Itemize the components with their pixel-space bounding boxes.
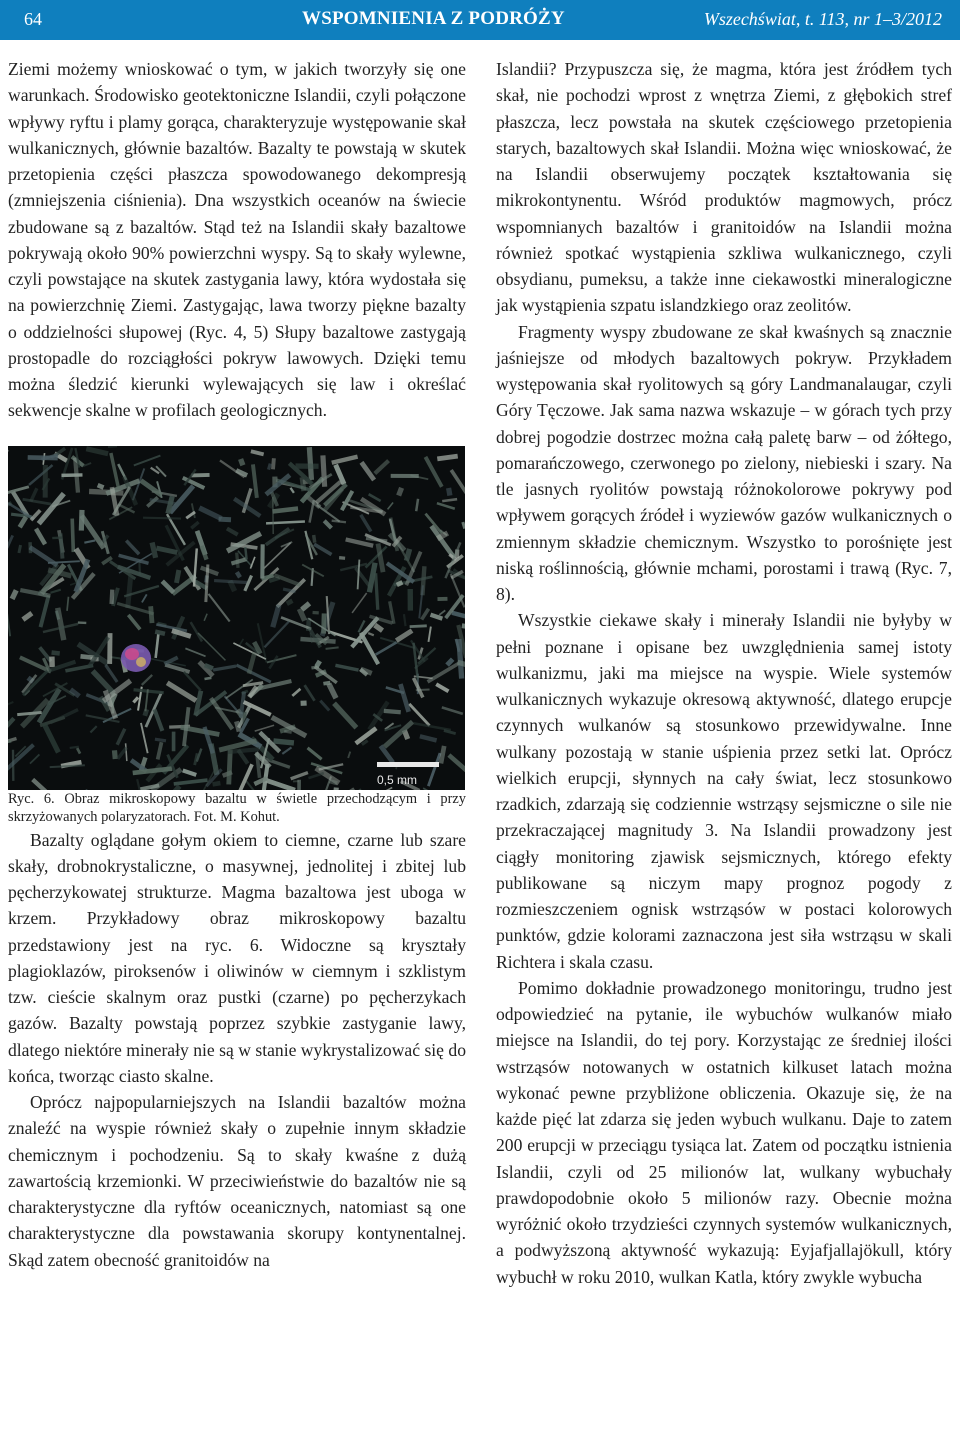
right-paragraph-2: Fragmenty wyspy zbudowane ze skał kwaśnych są znacznie jaśniejsze od młodych bazaltowych pokryw. Przykładem występowania skał ryolitowych są góry Landmanalaugar, czyli Góry Tęczowe. Jak sama nazwa wskazuje – w górach tych przy dobrej pogodzie dostrzec można całą paletę barw – od żółtego, pomarańczowego, czerwonego po zielony, niebieski i szary. Na tle jasnych ryolitów powstają różnokolorowe pokrywy pod wpływem gorących źródeł i wyziewów gazów wulkanicznych o zmiennym składzie chemicznym. Wszystko to porośnięte jest niską roślinnością, głównie mchami, porostami i trawą (Ryc. 7, 8). bbox=[496, 321, 952, 604]
scale-bar-label: 0,5 mm bbox=[377, 772, 418, 787]
basalt-micrograph-image bbox=[8, 446, 465, 790]
journal-reference: Wszechświat, t. 113, nr 1–3/2012 bbox=[703, 9, 942, 29]
left-paragraph-3: Oprócz najpopularniejszych na Islandii bazaltów można znaleźć na wyspie również skały o zupełnie innym składzie chemicznym i pochodzeniu. Są to skały kwaśne z dużą zawartością krzemionki. W przeciwieństwie do bazaltów nie są charakterystyczne dla ryftów oceanicznych, natomiast są one charakterystyczne dla powstawania skorupy kontynentalnej. Skąd zatem obecność granitoidów na bbox=[8, 1092, 466, 1270]
section-title: WSPOMNIENIA Z PODRÓŻY bbox=[302, 8, 565, 29]
left-paragraph-1: Ziemi możemy wnioskować o tym, w jakich tworzyły się one warunkach. Środowisko geotektoniczne Islandii, czyli połączone wpływy ryftu i plamy gorąca, charakteryzuje występowanie skał wulkanicznych, głównie bazaltów. Bazalty te powstają w skutek przetopienia części płaszcza spowodowanego dekompresją (zmniejszenia ciśnienia). Dna wszystkich oceanów na świecie zbudowane są z bazaltów. Stąd też na Islandii skały bazaltowe pokrywają około 90% powierzchni wyspy. Są to skały wylewne, czyli powstające na skutek zastygania lawy, która wydostała się na powierzchnię Ziemi. Zastygając, lawa tworzy piękne bazalty o oddzielności słupowej (Ryc. 4, 5) Słupy bazaltowe zastygają prostopadle do rozciągłości pokryw lawowych. Dzięki temu można śledzić kierunki wylewających się law i określać sekwencje skalne w profilach geologicznych. bbox=[8, 59, 466, 421]
right-paragraph-4: Pomimo dokładnie prowadzonego monitoringu, trudno jest odpowiedzieć na pytanie, ile wybuchów wulkanów miało miejsce na Islandii, do tej pory. Korzystając ze średniej ilości wstrząsów notowanych w ostatnich kilkuset latach można wykonać pewne przybliżone obliczenia. Okazuje się, że na każde pięć lat zdarza się jeden wybuch wulkanu. Daje to zatem 200 erupcji w przeciągu tysiąca lat. Zatem od początku istnienia Islandii, czyli od 25 milionów lat, wulkany wybuchały prawdopodobnie około 5 milionów razy. Obecnie można wyróżnić około trzydzieści czynnych systemów wulkanicznych, a podwyższoną aktywność wykazują: Eyjafjallajökull, który wybuchł w roku 2010, wulkan Katla, który zwykle wybucha bbox=[496, 977, 952, 1287]
page-number: 64 bbox=[24, 9, 42, 29]
figure-caption: Ryc. 6. Obraz mikroskopowy bazaltu w świetle przechodzącym i przy skrzyżowanych polaryzatorach. Fot. M. Kohut. bbox=[8, 790, 466, 825]
left-column bbox=[8, 56, 466, 1273]
right-column bbox=[496, 56, 952, 1290]
micrograph-figure bbox=[8, 446, 465, 790]
right-paragraph-1: Islandii? Przypuszcza się, że magma, która jest źródłem tych skał, nie pochodzi wprost z wnętrza Ziemi, z głębokich stref płaszcza, lecz powstała na skutek częściowego przetopienia starych, bazaltowych skał Islandii. Można więc wnioskować, że na Islandii obserwujemy początek kształtowania się mikrokontynentu. Wśród produktów magmowych, prócz wspomnianych bazaltów i granitoidów na Islandii można również spotkać wystąpienia szkliwa wulkanicznego, czyli obsydianu, pumeksu, a także inne ciekawostki mineralogiczne jak wystąpienia szpatu islandzkiego oraz zeolitów. bbox=[496, 59, 952, 316]
right-paragraph-3: Wszystkie ciekawe skały i minerały Islandii nie byłyby w pełni poznane i opisane bez uwzględnienia samej istoty wulkanizmu, jaki ma miejsce na wyspie. Wiele systemów wulkanicznych wykazuje okresową aktywność, dlatego erupcje czynnych wulkanów są stosunkowo przewidywalne. Inne wulkany pozostają w stanie uśpienia przez setki lat. Oprócz wielkich erupcji, słynnych na cały świat, lecz stosunkowo rzadkich, zdarzają się codziennie wstrząsy sejsmiczne o sile nie przekraczającej magnitudy 3. Na Islandii prowadzony jest ciągły monitoring zjawisk sejsmicznych, którego efekty publikowane są niczym mapy prognoz pogody z rozmieszczeniem ognisk wstrząsów w postaci kolorowych punktów, gdzie kolorami zaznaczona jest siła wstrząsu w skali Richtera i skala czasu. bbox=[496, 610, 952, 972]
page-header bbox=[0, 0, 960, 40]
left-paragraph-2: Bazalty oglądane gołym okiem to ciemne, czarne lub szare skały, drobnokrystaliczne, o masywnej, jednolitej i zbitej lub pęcherzykowatej strukturze. Magma bazaltowa jest uboga w krzem. Przykładowy obraz mikroskopowy bazaltu przedstawiony jest na ryc. 6. Widoczne są kryształy plagioklazów, piroksenów i oliwinów w ciemnym i szklistym tzw. cieście skalnym oraz pustki (czarne) po pęcherzykach gazów. Bazalty powstają poprzez szybkie zastyganie lawy, dlatego niektóre minerały nie są w stanie wykrystalizować się do końca, tworząc ciasto skalne. bbox=[8, 829, 466, 1086]
